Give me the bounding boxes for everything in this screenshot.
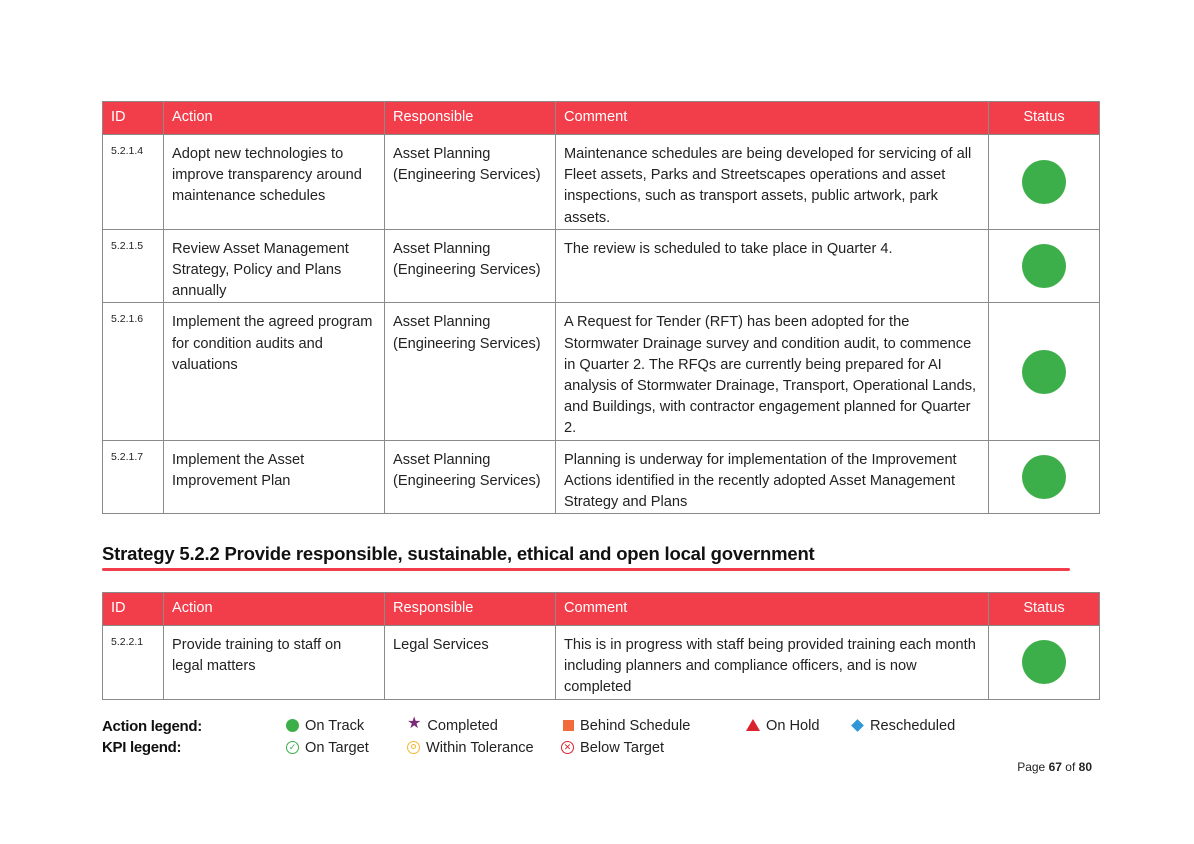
orange-square-icon	[563, 720, 574, 731]
purple-star-icon: ★	[407, 715, 422, 733]
table-header-row	[103, 102, 1100, 135]
row-comment: Planning is underway for implementation of the Improvement Actions identified in the recently adopted Asset Management Strategy and Plans	[556, 440, 989, 514]
row-id: 5.2.2.1	[103, 626, 164, 700]
blue-diamond-icon	[851, 719, 864, 732]
column-header-id: ID	[103, 102, 164, 135]
page-of: of	[1065, 760, 1076, 774]
column-header-status: Status	[989, 593, 1100, 626]
status-on-track-icon	[1022, 244, 1066, 288]
heading-underline	[102, 568, 1070, 571]
row-status	[989, 135, 1100, 230]
row-action: Provide training to staff on legal matters	[164, 626, 385, 700]
row-responsible: Asset Planning (Engineering Services)	[385, 303, 556, 440]
red-x-circle-icon: ✕	[561, 741, 574, 754]
legend-label: Below Target	[580, 740, 665, 756]
legend-on-track	[286, 718, 364, 734]
legend-behind-schedule	[563, 718, 690, 734]
legend-on-hold	[746, 718, 820, 734]
column-header-action: Action	[164, 102, 385, 135]
status-on-track-icon	[1022, 455, 1066, 499]
row-responsible: Asset Planning (Engineering Services)	[385, 440, 556, 514]
action-legend-label: Action legend:	[102, 718, 202, 735]
legend-label: On Hold	[766, 718, 820, 734]
legend-completed	[407, 715, 498, 734]
row-id: 5.2.1.6	[103, 303, 164, 440]
row-status	[989, 440, 1100, 514]
row-action: Review Asset Management Strategy, Policy and Plans annually	[164, 229, 385, 303]
row-status	[989, 303, 1100, 440]
row-responsible: Asset Planning (Engineering Services)	[385, 229, 556, 303]
kpi-legend-label: KPI legend:	[102, 739, 182, 756]
row-comment: A Request for Tender (RFT) has been adopted for the Stormwater Drainage survey and condition audit, to commence in Quarter 2. The RFQs are currently being prepared for AI analysis of Stormwater Drainage, Transport, Operational Lands, and Buildings, with contractor engagement planned for Quarter 2.	[556, 303, 989, 440]
row-responsible: Legal Services	[385, 626, 556, 700]
column-header-id: ID	[103, 593, 164, 626]
row-responsible: Asset Planning (Engineering Services)	[385, 135, 556, 230]
row-comment: The review is scheduled to take place in Quarter 4.	[556, 229, 989, 303]
row-id: 5.2.1.7	[103, 440, 164, 514]
page-number	[1017, 760, 1092, 774]
table-row	[103, 303, 1100, 440]
status-on-track-icon	[1022, 160, 1066, 204]
row-status	[989, 229, 1100, 303]
table-row	[103, 135, 1100, 230]
table-row	[103, 440, 1100, 514]
red-triangle-icon	[746, 719, 760, 731]
legend-below-target	[561, 740, 664, 756]
row-status	[989, 626, 1100, 700]
row-id: 5.2.1.5	[103, 229, 164, 303]
yellow-ring-icon	[407, 741, 420, 754]
table-header-row	[103, 593, 1100, 626]
page-prefix: Page	[1017, 760, 1046, 774]
legend-within-tolerance	[407, 740, 534, 756]
green-circle-icon	[286, 719, 299, 732]
row-action: Implement the Asset Improvement Plan	[164, 440, 385, 514]
column-header-responsible: Responsible	[385, 102, 556, 135]
row-action: Implement the agreed program for condition audits and valuations	[164, 303, 385, 440]
legend-label: Behind Schedule	[580, 718, 691, 734]
row-id: 5.2.1.4	[103, 135, 164, 230]
legend-on-target	[286, 740, 369, 756]
row-comment: Maintenance schedules are being developed for servicing of all Fleet assets, Parks and Streetscapes operations and asset inspections, such as transport assets, public artwork, park assets.	[556, 135, 989, 230]
table-row	[103, 229, 1100, 303]
row-comment: This is in progress with staff being provided training each month including planners and compliance officers, and is now completed	[556, 626, 989, 700]
row-action: Adopt new technologies to improve transparency around maintenance schedules	[164, 135, 385, 230]
column-header-action: Action	[164, 593, 385, 626]
strategy-heading: Strategy 5.2.2 Provide responsible, sustainable, ethical and open local government	[102, 543, 815, 564]
column-header-status: Status	[989, 102, 1100, 135]
legend-label: On Target	[305, 740, 369, 756]
status-on-track-icon	[1022, 350, 1066, 394]
legend-label: On Track	[305, 718, 365, 734]
page-current: 67	[1048, 760, 1062, 774]
column-header-comment: Comment	[556, 102, 989, 135]
actions-table-5-2-2	[102, 592, 1100, 700]
legend-rescheduled	[851, 718, 955, 734]
table-row	[103, 626, 1100, 700]
legend-label: Completed	[427, 718, 498, 734]
green-check-circle-icon: ✓	[286, 741, 299, 754]
status-on-track-icon	[1022, 640, 1066, 684]
page-total: 80	[1078, 760, 1092, 774]
column-header-comment: Comment	[556, 593, 989, 626]
legend-label: Within Tolerance	[426, 740, 534, 756]
legend-label: Rescheduled	[870, 718, 956, 734]
actions-table-5-2-1	[102, 101, 1100, 514]
column-header-responsible: Responsible	[385, 593, 556, 626]
